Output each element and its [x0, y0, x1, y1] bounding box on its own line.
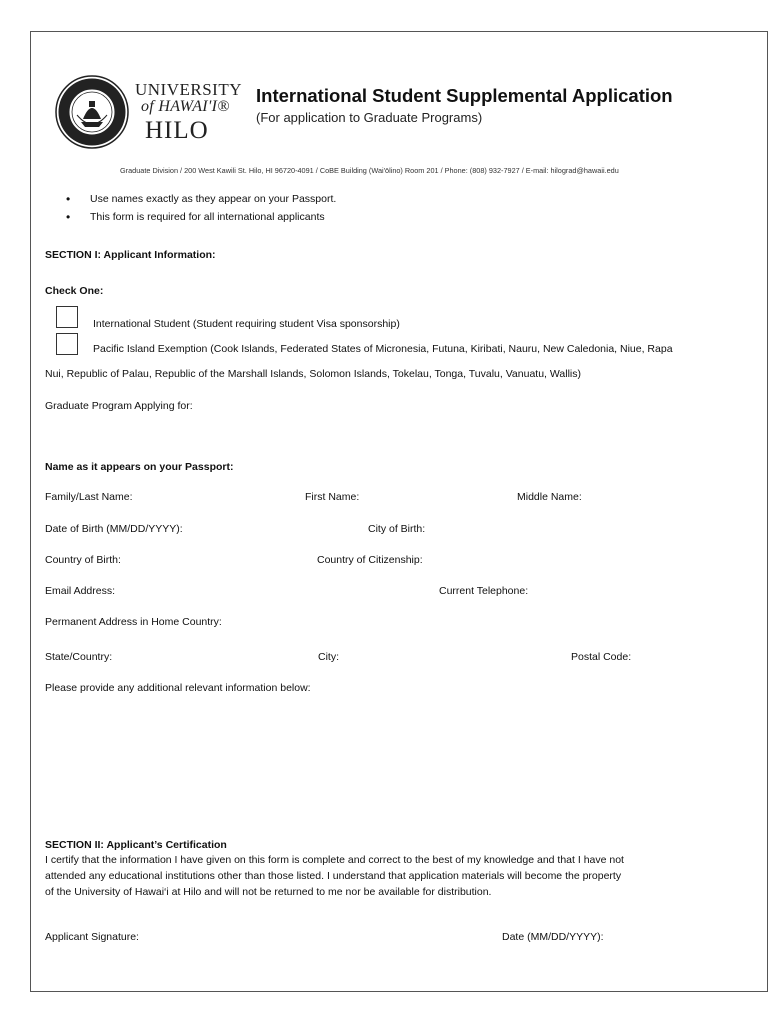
form-subtitle: (For application to Graduate Programs): [256, 110, 483, 125]
international-student-checkbox[interactable]: [56, 306, 78, 328]
country-of-birth-label: Country of Birth:: [45, 554, 121, 566]
permanent-address-label: Permanent Address in Home Country:: [45, 616, 222, 628]
bullet-text: Use names exactly as they appear on your Passport.: [90, 193, 337, 205]
postal-code-label: Postal Code:: [571, 651, 632, 663]
date-of-birth-label: Date of Birth (MM/DD/YYYY):: [45, 523, 183, 535]
middle-name-label: Middle Name:: [517, 491, 582, 503]
city-label: City:: [318, 651, 339, 663]
country-of-citizenship-label: Country of Citizenship:: [317, 554, 423, 566]
bullet-dot-icon: •: [66, 192, 71, 206]
certification-text-line1: I certify that the information I have given on this form is complete and correct to the best of my knowledge and that I have not: [45, 854, 624, 866]
wordmark-line1: UNIVERSITY: [135, 80, 242, 99]
section2-heading: SECTION II: Applicant’s Certification: [45, 839, 227, 851]
form-title: International Student Supplemental Application: [256, 85, 673, 106]
first-name-label: First Name:: [305, 491, 360, 503]
applicant-signature-label: Applicant Signature:: [45, 931, 139, 943]
pacific-island-exemption-checkbox[interactable]: [56, 333, 78, 355]
bullet-dot-icon: •: [66, 210, 71, 224]
certification-text-line2: attended any educational institutions other than those listed. I understand that application materials will become the property: [45, 870, 622, 882]
wordmark-line2: of HAWAI'I®: [141, 98, 230, 115]
signature-date-label: Date (MM/DD/YYYY):: [502, 931, 604, 943]
certification-text-line3: of the University of Hawai‘i at Hilo and will not be returned to me nor be available for distribution.: [45, 886, 492, 898]
university-seal-logo: [55, 75, 129, 149]
contact-line: Graduate Division / 200 West Kawili St. Hilo, HI 96720-4091 / CoBE Building (Wai'ōlino) Room 201 / Phone: (808) 932-7927 / E-mail: hilograd@hawaii.edu: [120, 166, 619, 175]
passport-name-heading: Name as it appears on your Passport:: [45, 461, 234, 473]
city-of-birth-label: City of Birth:: [368, 523, 426, 535]
graduate-program-label: Graduate Program Applying for:: [45, 400, 193, 412]
section1-heading: SECTION I: Applicant Information:: [45, 249, 216, 261]
bullet-item: [66, 210, 325, 224]
bullet-item: [66, 192, 337, 206]
additional-info-label: Please provide any additional relevant information below:: [45, 682, 311, 694]
current-telephone-label: Current Telephone:: [439, 585, 529, 597]
option-pacific-island-label-cont: Nui, Republic of Palau, Republic of the Marshall Islands, Solomon Islands, Tokelau, Tonga, Tuvalu, Vanuatu, Wallis): [45, 368, 581, 380]
check-one-label: Check One:: [45, 285, 104, 297]
option-international-student-label: International Student (Student requiring student Visa sponsorship): [93, 318, 400, 330]
option-pacific-island-label: Pacific Island Exemption (Cook Islands, Federated States of Micronesia, Futuna, Kiribati, Nauru, New Caledonia, Niue, Rapa: [93, 343, 673, 355]
family-name-label: Family/Last Name:: [45, 491, 133, 503]
wordmark-line3: HILO: [145, 117, 209, 144]
bullet-text: This form is required for all international applicants: [90, 211, 325, 223]
email-address-label: Email Address:: [45, 585, 116, 597]
state-country-label: State/Country:: [45, 651, 113, 663]
